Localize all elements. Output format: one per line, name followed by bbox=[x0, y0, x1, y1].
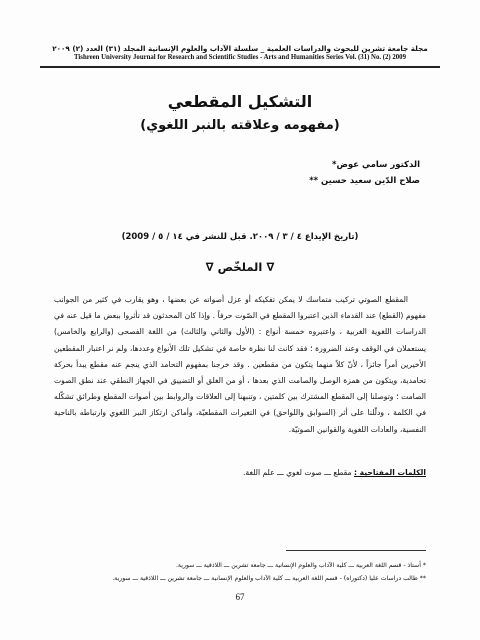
footnote-divider bbox=[286, 550, 426, 551]
abstract-heading: ∇ الملخّص ∇ bbox=[205, 260, 275, 274]
footnote-2: ** طالب دراسات عليا (دكتوراه) - قسم اللغة العربية ـــ كلية الآداب والعلوم الإنسانية ـــ جامعة تشرين ـــ اللاذقية ـــ سورية. bbox=[112, 575, 426, 582]
abstract-body bbox=[54, 292, 426, 438]
author-1: الدكتور سامي عوض* bbox=[332, 160, 420, 170]
keywords-label: الكلمات المفتاحية : bbox=[353, 468, 426, 477]
paper-title: التشكيل المقطعي bbox=[167, 92, 313, 111]
submission-dates: (تاريخ الإيداع ٤ / ٣ / ٢٠٠٩. قبل للنشر في ١٤ / ٥ / 2009) bbox=[121, 232, 359, 242]
paper-subtitle: (مفهومه وعلاقته بالنبر اللغوي) bbox=[140, 118, 340, 133]
header-divider bbox=[40, 66, 440, 68]
abstract-paragraph: المقطع الصوتي تركيب متماسك لا يمكن تفكيكه أو عزل أصواته عن بعضها ، وهو يقارب في كثير من الجوانب مفهوم (القطع) عند القدماء الذين اعتبروا المقطع في الصّوت حرفاً . وإذا كان المحدثون قد تأثروا ببعض ما قيل عنه في الدراسات اللغوية الغربية ، واعتبروه خمسة أنواع : (الأول والثاني والثالث) من اللغة الفصحى (والرابع والخامس) يستعملان في الوقف وعند الضرورة ؛ فقد كانت لنا نظرة خاصة في تشكيل تلك الأنواع وعددها، ولم نر اعتبار المقطعين الأخيرين أمراً جائزاً ، لأنّ كلاً منهما يتكون من مقطعين . وقد خرجنا بمفهوم التحامد الذي ينجم عنه مقطع يبدأ بحركة تحامدية، ويتكون من همزة الوصل والصامت الذي بعدها ، أو من الغلق أو التضييق في الجهاز النطقي عند نطق الصوت الصامت ؛ وتوصلنا إلى المقطع المشترك بين كلمتين ، وتنبهنا إلى العلاقات والروابط بين أصوات المقطع وطرائق تشكّله في الكلمة ، ودلّلنا على أثر (السوابق واللواحق) في التغيرات المقطعيّة، وأماكن ارتكاز النبر اللغوي وارتباطه بالناحية النفسية، والعادات اللغوية والقوانين الصوتيّة. bbox=[54, 295, 426, 434]
footnote-1: * أستاذ - قسم اللغة العربية ـــ كلية الآداب والعلوم الإنسانية ـــ جامعة تشرين ـــ اللاذقية ـــ سورية. bbox=[175, 562, 426, 569]
keywords bbox=[54, 468, 426, 477]
journal-header bbox=[40, 44, 440, 61]
page-number: 67 bbox=[235, 592, 245, 602]
journal-header-english: Tishreen University Journal for Research and Scientific Studies - Arts and Humanities Series Vol. (31) No. (2) 2009 bbox=[74, 54, 406, 61]
keywords-text: مقطع ـــ صوت لغوي ـــ علم اللغة. bbox=[243, 468, 352, 477]
author-2: صلاح الدّين سعيد حسين ** bbox=[309, 176, 420, 186]
journal-header-arabic: مجلة جامعة تشرين للبحوث والدراسات العلمية _ سلسلة الآداب والعلوم الإنسانية المجلد (٣١) العدد (٢) ٢٠٠٩ bbox=[52, 44, 428, 53]
